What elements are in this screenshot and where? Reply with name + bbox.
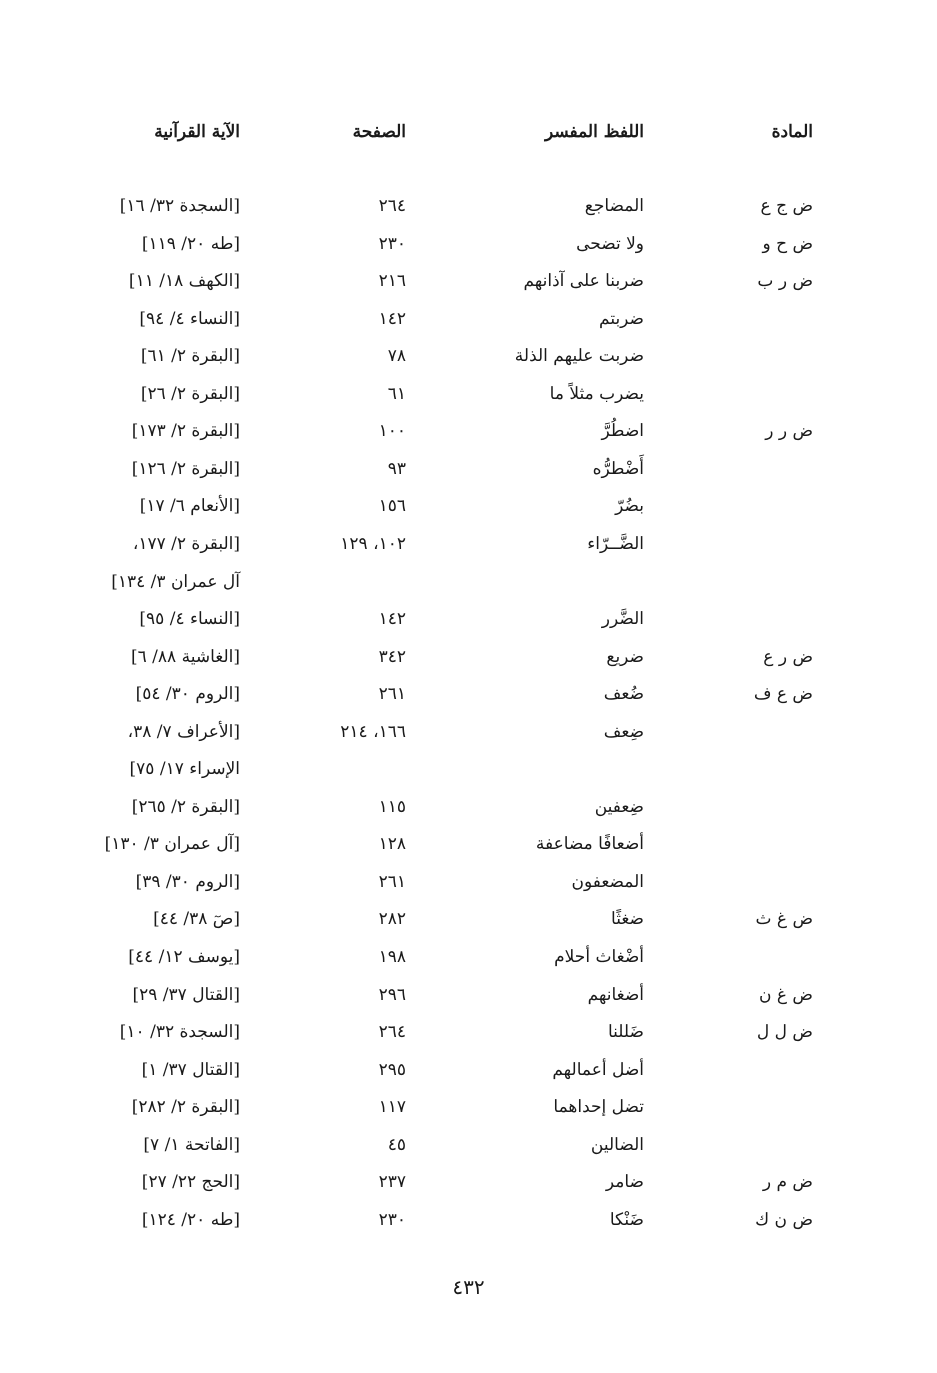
- row-verse: [البقرة ٢/ ١٧٧،: [132, 533, 240, 554]
- table-row: [0, 496, 937, 532]
- table-row: [0, 1210, 937, 1246]
- table-row: [0, 1060, 937, 1096]
- row-word: الضَّرر: [601, 609, 644, 630]
- table-header: [0, 122, 937, 158]
- row-word: اضطُرَّ: [601, 421, 644, 442]
- row-verse: [طه ٢٠/ ١٢٤]: [141, 1209, 240, 1230]
- row-verse: [البقرة ٢/ ١٢٦]: [131, 458, 240, 479]
- row-verse: [الروم ٣٠/ ٥٤]: [135, 684, 240, 705]
- row-page: ١٥٦: [378, 496, 406, 517]
- row-root: ض ن ك: [755, 1209, 813, 1230]
- row-word: يضرب مثلاً ما: [549, 383, 644, 404]
- row-page: ٢٦٤: [378, 196, 406, 216]
- table-row: [0, 421, 937, 457]
- table-row: [0, 1097, 937, 1133]
- row-verse: [السجدة ٣٢/ ١٠]: [119, 1022, 240, 1043]
- row-verse: [الغاشية ٨٨/ ٦]: [131, 646, 240, 667]
- table-row: [0, 1022, 937, 1058]
- table-row: [0, 1172, 937, 1208]
- table-row: [0, 572, 937, 608]
- row-word: أَضْطرُّه: [592, 458, 644, 479]
- row-page: ١٦٦، ٢١٤: [340, 721, 406, 742]
- row-word: أضعافًا مضاعفة: [535, 834, 644, 855]
- table-row: [0, 909, 937, 945]
- row-verse: [البقرة ٢/ ٢٦]: [140, 383, 240, 404]
- row-page: ١١٥: [378, 796, 406, 817]
- row-page: ١٢٨: [378, 834, 406, 855]
- row-page: ١٤٢: [378, 308, 406, 329]
- row-page: ١٤٢: [378, 609, 406, 630]
- row-verse: الإسراء ١٧/ ٧٥]: [129, 759, 240, 780]
- row-page: ١٠٢، ١٢٩: [340, 533, 406, 554]
- header-verse: الآية القرآنية: [154, 122, 240, 142]
- row-page: ٢٩٥: [378, 1059, 406, 1080]
- row-verse: [الروم ٣٠/ ٣٩]: [135, 871, 240, 892]
- row-page: ١٩٨: [378, 947, 406, 967]
- row-verse: [يوسف ١٢/ ٤٤]: [128, 947, 240, 967]
- row-root: ض ر ع: [763, 646, 813, 667]
- row-verse: [السجدة ٣٢/ ١٦]: [119, 196, 240, 216]
- row-word: ضَنْكا: [609, 1209, 644, 1230]
- row-page: ٢٣٠: [378, 233, 406, 254]
- table-row: [0, 534, 937, 570]
- row-word: ضِعف: [603, 721, 644, 742]
- row-root: ض غ ن: [759, 984, 813, 1005]
- row-word: المضاجع: [584, 196, 644, 216]
- row-word: ضَللنا: [607, 1022, 644, 1043]
- row-root: ض غ ث: [755, 909, 813, 930]
- row-page: ٤٥: [387, 1134, 406, 1155]
- row-page: ٢٩٦: [378, 984, 406, 1005]
- table-row: [0, 834, 937, 870]
- table-row: [0, 271, 937, 307]
- row-root: ض ح و: [762, 233, 813, 254]
- table-row: [0, 797, 937, 833]
- row-verse: [البقرة ٢/ ٢٨٢]: [131, 1097, 240, 1118]
- row-page: ٣٤٢: [378, 646, 406, 667]
- row-word: أضْغاث أحلام: [554, 947, 644, 967]
- table-row: [0, 684, 937, 720]
- row-verse: [البقرة ٢/ ١٧٣]: [131, 421, 240, 442]
- row-word: ضِعفين: [594, 796, 644, 817]
- row-word: ضامر: [605, 1172, 644, 1193]
- row-word: بضُرّ: [615, 496, 644, 517]
- table-row: [0, 234, 937, 270]
- table-row: [0, 872, 937, 908]
- row-word: ضغثًا: [611, 909, 644, 930]
- row-page: ٧٨: [387, 346, 406, 367]
- row-verse: [الحج ٢٢/ ٢٧]: [141, 1172, 240, 1193]
- row-verse: [الفاتحة ١/ ٧]: [143, 1134, 240, 1155]
- table-row: [0, 384, 937, 420]
- row-verse: [النساء ٤/ ٩٥]: [139, 609, 240, 630]
- table-row: [0, 459, 937, 495]
- row-word: المضعفون: [571, 871, 644, 892]
- header-root: المادة: [771, 122, 813, 142]
- row-page: ٢٦٤: [378, 1022, 406, 1043]
- row-page: ٦١: [387, 383, 406, 404]
- table-row: [0, 647, 937, 683]
- table-row: [0, 1135, 937, 1171]
- row-page: ٩٣: [387, 458, 406, 479]
- row-verse: [صٓ ٣٨/ ٤٤]: [153, 909, 240, 930]
- row-root: ض ج ع: [760, 196, 813, 216]
- table-row: [0, 759, 937, 795]
- row-word: ضربنا على آذانهم: [523, 271, 644, 292]
- row-page: ١٠٠: [378, 421, 406, 442]
- row-word: ضُعف: [603, 684, 644, 705]
- table-row: [0, 985, 937, 1021]
- row-root: ض ر ر: [765, 421, 813, 442]
- row-verse: [البقرة ٢/ ٢٦٥]: [131, 796, 240, 817]
- row-verse: [الكهف ١٨/ ١١]: [128, 271, 240, 292]
- row-verse: [القتال ٣٧/ ٢٩]: [132, 984, 240, 1005]
- row-root: ض م ر: [762, 1172, 813, 1193]
- row-verse: [الأنعام ٦/ ١٧]: [139, 496, 240, 517]
- row-verse: [آل عمران ٣/ ١٣٠]: [104, 834, 240, 855]
- row-page: ٢٦١: [378, 684, 406, 705]
- row-page: ٢٣٧: [378, 1172, 406, 1193]
- table-row: [0, 309, 937, 345]
- row-word: تضل إحداهما: [553, 1097, 644, 1118]
- row-word: الضَّــرّاء: [587, 533, 644, 554]
- table-row: [0, 196, 937, 232]
- page-number: ٤٣٢: [452, 1275, 485, 1299]
- row-word: ضريع: [606, 646, 644, 667]
- row-verse: [القتال ٣٧/ ١]: [141, 1059, 240, 1080]
- row-verse: [الأعراف ٧/ ٣٨،: [127, 721, 240, 742]
- row-page: ٢٦١: [378, 871, 406, 892]
- row-word: ضربت عليهم الذلة: [514, 346, 644, 367]
- header-word: اللفظ المفسر: [544, 122, 644, 142]
- row-word: ضربتم: [599, 308, 644, 329]
- row-page: ٢١٦: [378, 271, 406, 292]
- row-page: ٢٣٠: [378, 1209, 406, 1230]
- row-page: ١١٧: [378, 1097, 406, 1118]
- table-row: [0, 346, 937, 382]
- row-word: أضل أعمالهم: [552, 1059, 644, 1080]
- row-root: ض ر ب: [757, 271, 813, 292]
- table-row: [0, 722, 937, 758]
- row-verse: آل عمران ٣/ ١٣٤]: [111, 571, 240, 592]
- row-word: الضالين: [590, 1134, 644, 1155]
- row-verse: [طه ٢٠/ ١١٩]: [141, 233, 240, 254]
- row-root: ض ع ف: [753, 684, 813, 705]
- row-word: أضغانهم: [587, 984, 644, 1005]
- header-page: الصفحة: [352, 122, 406, 142]
- row-verse: [النساء ٤/ ٩٤]: [139, 308, 240, 329]
- row-word: ولا تضحى: [576, 233, 644, 254]
- table-row: [0, 947, 937, 983]
- table-row: [0, 609, 937, 645]
- row-verse: [البقرة ٢/ ٦١]: [140, 346, 240, 367]
- row-page: ٢٨٢: [378, 909, 406, 930]
- row-root: ض ل ل: [756, 1022, 813, 1043]
